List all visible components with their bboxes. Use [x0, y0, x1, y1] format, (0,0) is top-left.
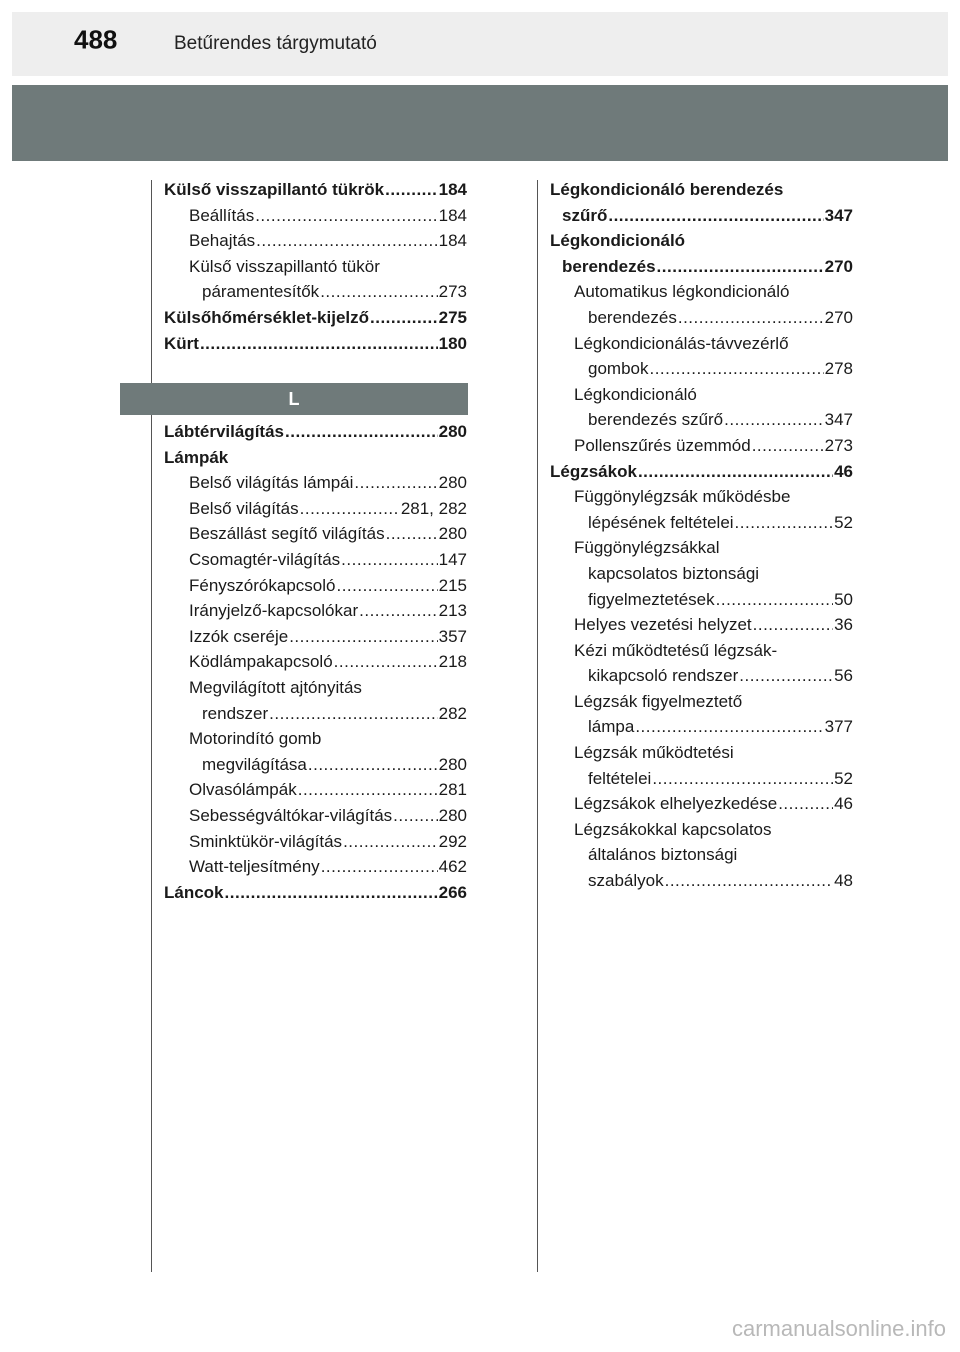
dot-leader: [285, 419, 438, 445]
entry-term: Légkondicionálás-távvezérlő: [574, 333, 789, 353]
index-entry: [550, 612, 853, 638]
index-entry: [164, 675, 467, 701]
entry-page-number: 278: [824, 359, 853, 379]
index-entry: [550, 766, 853, 792]
entry-page-number: 266: [438, 882, 467, 902]
entry-term: Légzsák működtetési: [574, 743, 734, 763]
header-band: [12, 85, 948, 161]
dot-leader: [298, 777, 438, 803]
index-entry: [550, 714, 853, 740]
index-entry: [550, 203, 853, 229]
entry-page-number: 282: [438, 703, 467, 723]
index-entry: [164, 880, 467, 906]
dot-leader: [652, 766, 833, 792]
entry-page-number: 180: [438, 333, 467, 353]
dot-leader: [657, 254, 824, 280]
entry-term: Kézi működtetésű légzsák-: [574, 640, 778, 660]
entry-term: Olvasólámpák: [189, 780, 297, 800]
index-entry: [164, 521, 467, 547]
entry-term: Automatikus légkondicionáló: [574, 282, 790, 302]
index-entry: [550, 510, 853, 536]
index-entry: [164, 598, 467, 624]
dot-leader: [393, 803, 437, 829]
entry-term: Belső világítás: [189, 498, 299, 518]
index-entry: [550, 817, 853, 843]
entry-page-number: 56: [834, 666, 853, 686]
entry-term: Légzsák figyelmeztető: [574, 691, 743, 711]
entry-page-number: 280: [438, 524, 467, 544]
index-entry: [164, 254, 467, 280]
entry-page-number: 462: [438, 857, 467, 877]
dot-leader: [320, 279, 437, 305]
index-entry: [164, 752, 467, 778]
index-entry: [164, 573, 467, 599]
index-entry: [164, 726, 467, 752]
index-entry: [164, 496, 467, 522]
dot-leader: [200, 331, 438, 357]
index-entry: [164, 177, 467, 203]
index-entry: [550, 459, 853, 485]
header-bar: [12, 12, 948, 76]
dot-leader: [665, 868, 833, 894]
index-entry: [550, 305, 853, 331]
entry-term: Légkondicionáló: [574, 384, 697, 404]
letter-heading: L: [120, 383, 468, 415]
dot-leader: [341, 547, 437, 573]
index-entry: [164, 624, 467, 650]
entry-term: Fényszórókapcsoló: [189, 575, 336, 595]
entry-term: Sebességváltókar-világítás: [189, 805, 393, 825]
entry-page-number: 218: [438, 652, 467, 672]
dot-leader: [753, 612, 833, 638]
entry-term: berendezés: [562, 256, 656, 276]
index-entry: [550, 484, 853, 510]
dot-leader: [343, 829, 438, 855]
index-entry: [164, 547, 467, 573]
index-entry: [550, 407, 853, 433]
watermark: carmanualsonline.info: [731, 1316, 946, 1341]
index-entry: [164, 701, 467, 727]
entry-page-number: 280: [438, 754, 467, 774]
entry-term: Légzsákokkal kapcsolatos: [574, 819, 772, 839]
entry-term: Láncok: [164, 882, 224, 902]
entry-page-number: 280: [438, 805, 467, 825]
entry-page-number: 184: [438, 180, 467, 199]
dot-leader: [308, 752, 438, 778]
dot-leader: [678, 305, 824, 331]
dot-leader: [269, 701, 437, 727]
index-entry: [550, 791, 853, 817]
index-entry: [550, 561, 853, 587]
index-entry: [550, 279, 853, 305]
entry-term: rendszer: [202, 703, 269, 723]
index-entry: [550, 331, 853, 357]
index-entry: [550, 868, 853, 894]
entry-page-number: 46: [834, 794, 853, 814]
entry-page-number: 377: [824, 717, 853, 737]
entry-page-number: 273: [438, 282, 467, 302]
dot-leader: [635, 714, 823, 740]
dot-leader: [638, 459, 833, 485]
entry-page-number: 275: [438, 307, 467, 327]
column-rule-right: [537, 180, 538, 1272]
entry-term: páramentesítők: [202, 282, 320, 302]
entry-term: Behajtás: [189, 231, 256, 251]
entry-term: gombok: [588, 359, 649, 379]
entry-page-number: 52: [834, 768, 853, 788]
entry-page-number: 147: [438, 549, 467, 569]
entry-page-number: 280: [438, 473, 467, 493]
entry-term: Sminktükör-világítás: [189, 831, 343, 851]
entry-term: feltételei: [588, 768, 652, 788]
index-entry: [550, 638, 853, 664]
index-entry: [550, 433, 853, 459]
dot-leader: [724, 407, 823, 433]
entry-term: Külső visszapillantó tükrök: [164, 180, 385, 199]
dot-leader: [735, 510, 834, 536]
entry-term: megvilágítása: [202, 754, 307, 774]
entry-term: Izzók cseréje: [189, 626, 289, 646]
index-entry: [164, 803, 467, 829]
entry-term: berendezés: [588, 307, 677, 327]
index-entry: [550, 740, 853, 766]
column-rule-left: [151, 180, 152, 1272]
entry-term: Beszállást segítő világítás: [189, 524, 385, 544]
index-entry: [550, 689, 853, 715]
section-title: Betűrendes tárgymutató: [174, 33, 377, 54]
entry-page-number: 357: [438, 626, 467, 646]
entry-term: általános biztonsági: [588, 845, 738, 865]
index-entry: [550, 228, 853, 254]
entry-page-number: 347: [824, 205, 853, 225]
entry-term: Beállítás: [189, 205, 255, 225]
dot-leader: [225, 880, 438, 906]
entry-term: Függönylégzsákkal: [574, 538, 720, 558]
entry-term: szabályok: [588, 871, 664, 891]
entry-term: szűrő: [562, 205, 608, 225]
entry-page-number: 36: [834, 615, 853, 635]
index-entry: [550, 587, 853, 613]
entry-term: lámpa: [588, 717, 635, 737]
index-entry: [164, 203, 467, 229]
entry-term: Kürt: [164, 333, 199, 353]
index-entry: [164, 777, 467, 803]
entry-term: Függönylégzsák működésbe: [574, 487, 791, 507]
dot-leader: [385, 177, 438, 203]
entry-page-number: 270: [824, 256, 853, 276]
dot-leader: [752, 433, 824, 459]
dot-leader: [649, 356, 823, 382]
index-column-left-bottom: [164, 419, 467, 905]
entry-page-number: 281, 282: [400, 498, 467, 518]
entry-term: Megvilágított ajtónyitás: [189, 677, 362, 697]
index-entry: [550, 177, 853, 203]
dot-leader: [300, 496, 400, 522]
entry-term: berendezés szűrő: [588, 410, 724, 430]
entry-term: Csomagtér-világítás: [189, 549, 341, 569]
entry-page-number: 48: [834, 871, 853, 891]
entry-term: Külsőhőmérséklet-kijelző: [164, 307, 370, 327]
entry-term: Belső világítás lámpái: [189, 473, 354, 493]
index-column-right: [550, 177, 853, 894]
dot-leader: [354, 470, 437, 496]
entry-page-number: 280: [438, 422, 467, 441]
entry-term: Lámpák: [164, 447, 229, 467]
entry-term: Motorindító gomb: [189, 729, 322, 749]
entry-term: Légzsákok: [550, 461, 637, 481]
entry-page-number: 184: [438, 205, 467, 225]
index-entry: [164, 305, 467, 331]
entry-term: Légkondicionáló: [550, 231, 686, 251]
index-entry: [164, 649, 467, 675]
index-entry: [164, 829, 467, 855]
entry-page-number: 213: [438, 601, 467, 621]
entry-page-number: 273: [824, 435, 853, 455]
entry-term: kikapcsoló rendszer: [588, 666, 739, 686]
index-entry: [550, 254, 853, 280]
index-entry: [550, 663, 853, 689]
entry-page-number: 50: [834, 589, 853, 609]
index-entry: [550, 535, 853, 561]
entry-term: Pollenszűrés üzemmód: [574, 435, 751, 455]
entry-term: Irányjelző-kapcsolókar: [189, 601, 359, 621]
entry-page-number: 281: [438, 780, 467, 800]
entry-term: Légzsákok elhelyezkedése: [574, 794, 778, 814]
index-entry: [164, 228, 467, 254]
index-entry: [550, 842, 853, 868]
dot-leader: [334, 649, 438, 675]
dot-leader: [289, 624, 437, 650]
dot-leader: [608, 203, 823, 229]
entry-term: Külső visszapillantó tükör: [189, 256, 380, 276]
dot-leader: [255, 203, 437, 229]
index-column-left-top: [164, 177, 467, 356]
index-entry: [550, 382, 853, 408]
entry-term: lépésének feltételei: [588, 512, 734, 532]
dot-leader: [256, 228, 437, 254]
index-entry: [550, 356, 853, 382]
dot-leader: [359, 598, 437, 624]
entry-term: figyelmeztetések: [588, 589, 715, 609]
index-entry: [164, 419, 467, 445]
entry-page-number: 184: [438, 231, 467, 251]
entry-page-number: 270: [824, 307, 853, 327]
entry-term: Helyes vezetési helyzet: [574, 615, 752, 635]
entry-term: Légkondicionáló berendezés: [550, 180, 784, 199]
entry-page-number: 215: [438, 575, 467, 595]
entry-page-number: 347: [824, 410, 853, 430]
entry-page-number: 46: [834, 461, 853, 481]
dot-leader: [778, 791, 833, 817]
dot-leader: [321, 854, 438, 880]
entry-page-number: 292: [438, 831, 467, 851]
entry-term: Ködlámpakapcsoló: [189, 652, 333, 672]
index-entry: [164, 854, 467, 880]
index-entry: [164, 331, 467, 357]
entry-term: kapcsolatos biztonsági: [588, 563, 760, 583]
index-entry: [164, 279, 467, 305]
entry-term: Lábtérvilágítás: [164, 422, 284, 441]
index-entry: [164, 470, 467, 496]
dot-leader: [716, 587, 833, 613]
dot-leader: [386, 521, 438, 547]
index-entry: [164, 445, 467, 471]
dot-leader: [739, 663, 833, 689]
page-number: 488: [74, 24, 118, 55]
entry-term: Watt-teljesítmény: [189, 857, 320, 877]
dot-leader: [336, 573, 437, 599]
entry-page-number: 52: [834, 512, 853, 532]
dot-leader: [370, 305, 438, 331]
